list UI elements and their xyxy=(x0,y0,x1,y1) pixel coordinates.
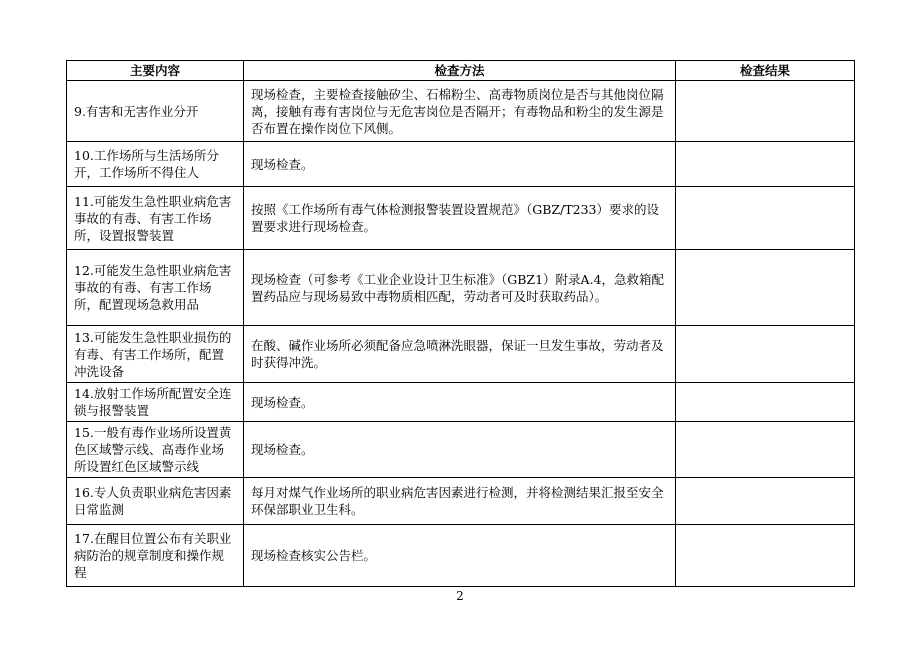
table-row xyxy=(67,250,855,326)
header-row xyxy=(67,61,855,81)
row-result xyxy=(676,478,855,525)
row-method: 按照《工作场所有毒气体检测报警装置设置规范》（GBZ/T233）要求的设置要求进行现场检查。 xyxy=(244,187,676,250)
row-result xyxy=(676,187,855,250)
row-method: 现场检查。 xyxy=(244,383,676,422)
header-inspection-method: 检查方法 xyxy=(244,61,676,81)
row-content: 14.放射工作场所配置安全连锁与报警装置 xyxy=(67,383,244,422)
row-content: 15.一般有毒作业场所设置黄色区域警示线、高毒作业场所设置红色区域警示线 xyxy=(67,422,244,478)
header-main-content: 主要内容 xyxy=(67,61,244,81)
row-method: 现场检查，主要检查接触矽尘、石棉粉尘、高毒物质岗位是否与其他岗位隔离，接触有毒有害岗位与无危害岗位是否隔开；有毒物品和粉尘的发生源是否布置在操作岗位下风侧。 xyxy=(244,81,676,142)
row-result xyxy=(676,326,855,383)
page-number: 2 xyxy=(456,589,464,603)
row-content: 9.有害和无害作业分开 xyxy=(67,81,244,142)
row-result xyxy=(676,81,855,142)
row-result xyxy=(676,142,855,187)
row-content: 12.可能发生急性职业病危害事故的有毒、有害工作场所，配置现场急救用品 xyxy=(67,250,244,326)
table-row xyxy=(67,525,855,587)
row-content: 13.可能发生急性职业损伤的有毒、有害工作场所，配置冲洗设备 xyxy=(67,326,244,383)
row-content: 16.专人负责职业病危害因素日常监测 xyxy=(67,478,244,525)
row-result xyxy=(676,383,855,422)
row-content: 10.工作场所与生活场所分开，工作场所不得住人 xyxy=(67,142,244,187)
row-method: 现场检查（可参考《工业企业设计卫生标准》（GBZ1）附录A.4，急救箱配置药品应与现场易致中毒物质相匹配，劳动者可及时获取药品）。 xyxy=(244,250,676,326)
table-row xyxy=(67,383,855,422)
row-method: 在酸、碱作业场所必须配备应急喷淋洗眼器，保证一旦发生事故，劳动者及时获得冲洗。 xyxy=(244,326,676,383)
header-inspection-result: 检查结果 xyxy=(676,61,855,81)
table-row xyxy=(67,142,855,187)
row-result xyxy=(676,250,855,326)
row-result xyxy=(676,422,855,478)
inspection-table xyxy=(66,60,855,587)
table-row xyxy=(67,422,855,478)
row-method: 现场检查核实公告栏。 xyxy=(244,525,676,587)
table-row xyxy=(67,187,855,250)
row-method: 现场检查。 xyxy=(244,422,676,478)
table-row xyxy=(67,478,855,525)
table-row xyxy=(67,81,855,142)
row-content: 11.可能发生急性职业病危害事故的有毒、有害工作场所，设置报警装置 xyxy=(67,187,244,250)
table-row xyxy=(67,326,855,383)
row-result xyxy=(676,525,855,587)
row-method: 现场检查。 xyxy=(244,142,676,187)
row-method: 每月对煤气作业场所的职业病危害因素进行检测，并将检测结果汇报至安全环保部职业卫生科。 xyxy=(244,478,676,525)
row-content: 17.在醒目位置公布有关职业病防治的规章制度和操作规程 xyxy=(67,525,244,587)
